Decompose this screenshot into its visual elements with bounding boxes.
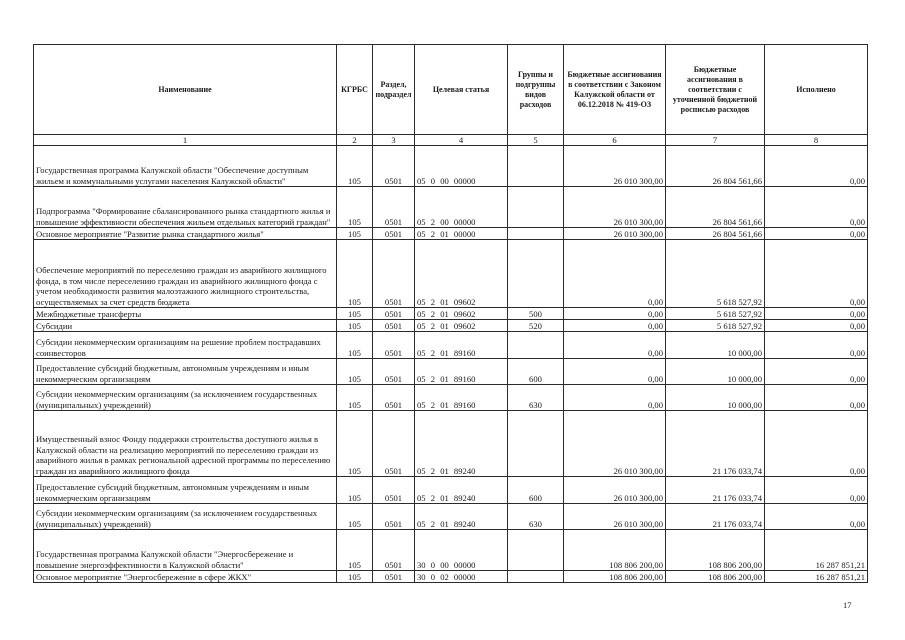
row-vr	[508, 411, 564, 477]
column-number: 3	[373, 135, 415, 146]
row-law: 26 010 300,00	[564, 146, 666, 187]
row-kgrbs: 105	[337, 308, 373, 320]
row-section: 0501	[373, 146, 415, 187]
header-name: Наименование	[34, 45, 337, 135]
row-section: 0501	[373, 187, 415, 228]
header-refined: Бюджетные ассигнования в соответствии с уточненной бюджетной росписью расходов	[666, 45, 765, 135]
row-law: 0,00	[564, 332, 666, 359]
row-law: 26 010 300,00	[564, 477, 666, 504]
row-target: 05 2 00 00000	[415, 187, 508, 228]
row-name: Предоставление субсидий бюджетным, автономным учреждениям и иным некоммерческим организациям	[34, 359, 337, 385]
row-section: 0501	[373, 571, 415, 583]
row-executed: 0,00	[765, 359, 868, 385]
column-number: 7	[666, 135, 765, 146]
table-row	[34, 477, 868, 504]
row-target: 05 2 01 89160	[415, 385, 508, 411]
row-section: 0501	[373, 359, 415, 385]
row-target: 05 2 01 09602	[415, 240, 508, 308]
table-row	[34, 308, 868, 320]
page-number: 17	[843, 600, 852, 610]
row-kgrbs: 105	[337, 504, 373, 530]
row-vr: 600	[508, 477, 564, 504]
row-refined: 26 804 561,66	[666, 228, 765, 240]
column-number-row	[34, 135, 868, 146]
row-vr	[508, 187, 564, 228]
row-name: Государственная программа Калужской области "Обеспечение доступным жильем и коммунальными услугами населения Калужской области"	[34, 146, 337, 187]
row-name: Субсидии некоммерческим организациям (за исключением государственных (муниципальных) учреждений)	[34, 385, 337, 411]
row-kgrbs: 105	[337, 530, 373, 571]
header-target: Целевая статья	[415, 45, 508, 135]
row-vr	[508, 240, 564, 308]
row-name: Межбюджетные трансферты	[34, 308, 337, 320]
row-executed: 16 287 851,21	[765, 530, 868, 571]
row-name: Основное мероприятие "Развитие рынка стандартного жилья"	[34, 228, 337, 240]
row-section: 0501	[373, 504, 415, 530]
row-kgrbs: 105	[337, 477, 373, 504]
table-row	[34, 240, 868, 308]
row-kgrbs: 105	[337, 411, 373, 477]
table-row	[34, 320, 868, 332]
row-kgrbs: 105	[337, 228, 373, 240]
row-section: 0501	[373, 385, 415, 411]
row-vr: 630	[508, 385, 564, 411]
row-target: 05 2 01 89240	[415, 411, 508, 477]
row-vr: 520	[508, 320, 564, 332]
row-refined: 21 176 033,74	[666, 504, 765, 530]
row-name: Государственная программа Калужской области "Энергосбережение и повышение энергоэффективности в Калужской области"	[34, 530, 337, 571]
column-number: 8	[765, 135, 868, 146]
row-executed: 0,00	[765, 332, 868, 359]
row-executed: 0,00	[765, 320, 868, 332]
row-name: Подпрограмма "Формирование сбалансированного рынка стандартного жилья и повышение эффективности обеспечения жильем отдельных категорий граждан"	[34, 187, 337, 228]
row-kgrbs: 105	[337, 146, 373, 187]
row-executed: 0,00	[765, 411, 868, 477]
row-name: Предоставление субсидий бюджетным, автономным учреждениям и иным некоммерческим организациям	[34, 477, 337, 504]
row-target: 05 2 01 89240	[415, 504, 508, 530]
table-row	[34, 530, 868, 571]
row-section: 0501	[373, 308, 415, 320]
row-name: Имущественный взнос Фонду поддержки строительства доступного жилья в Калужской области на реализацию мероприятий по переселению граждан из аварийного жилья в рамках региональной адресной программы по переселению граждан из аварийного жилищного фонда	[34, 411, 337, 477]
row-law: 0,00	[564, 385, 666, 411]
row-target: 30 0 02 00000	[415, 571, 508, 583]
row-executed: 0,00	[765, 477, 868, 504]
row-law: 0,00	[564, 240, 666, 308]
row-refined: 10 000,00	[666, 332, 765, 359]
column-number: 5	[508, 135, 564, 146]
row-name: Основное мероприятие "Энергосбережение в сфере ЖКХ"	[34, 571, 337, 583]
row-law: 26 010 300,00	[564, 411, 666, 477]
row-refined: 21 176 033,74	[666, 477, 765, 504]
row-law: 26 010 300,00	[564, 504, 666, 530]
row-executed: 0,00	[765, 187, 868, 228]
row-law: 108 806 200,00	[564, 571, 666, 583]
column-number: 1	[34, 135, 337, 146]
row-law: 26 010 300,00	[564, 187, 666, 228]
row-vr	[508, 530, 564, 571]
row-kgrbs: 105	[337, 332, 373, 359]
row-target: 05 0 00 00000	[415, 146, 508, 187]
table-row	[34, 228, 868, 240]
row-vr	[508, 571, 564, 583]
row-section: 0501	[373, 530, 415, 571]
row-section: 0501	[373, 477, 415, 504]
row-law: 0,00	[564, 308, 666, 320]
row-law: 0,00	[564, 359, 666, 385]
row-executed: 0,00	[765, 504, 868, 530]
row-target: 05 2 01 09602	[415, 320, 508, 332]
row-kgrbs: 105	[337, 187, 373, 228]
row-refined: 5 618 527,92	[666, 308, 765, 320]
header-executed: Исполнено	[765, 45, 868, 135]
budget-table	[33, 44, 868, 583]
row-executed: 0,00	[765, 385, 868, 411]
column-number: 4	[415, 135, 508, 146]
table-row	[34, 146, 868, 187]
row-kgrbs: 105	[337, 240, 373, 308]
row-kgrbs: 105	[337, 320, 373, 332]
table-row	[34, 411, 868, 477]
row-section: 0501	[373, 411, 415, 477]
row-target: 30 0 00 00000	[415, 530, 508, 571]
column-number: 6	[564, 135, 666, 146]
row-target: 05 2 01 89160	[415, 359, 508, 385]
row-section: 0501	[373, 228, 415, 240]
row-vr	[508, 332, 564, 359]
table-row	[34, 504, 868, 530]
row-executed: 16 287 851,21	[765, 571, 868, 583]
header-kgrbs: КГРБС	[337, 45, 373, 135]
row-target: 05 2 01 09602	[415, 308, 508, 320]
header-law: Бюджетные ассигнования в соответствии с Законом Калужской области от 06.12.2018 № 419-ОЗ	[564, 45, 666, 135]
row-name: Обеспечение мероприятий по переселению граждан из аварийного жилищного фонда, в том числе переселению граждан из аварийного жилищного фонда с учетом необходимости развития малоэтажного жилищного строительства, осуществляемых за счет средств бюджета	[34, 240, 337, 308]
row-refined: 10 000,00	[666, 385, 765, 411]
header-section: Раздел, подраздел	[373, 45, 415, 135]
row-law: 108 806 200,00	[564, 530, 666, 571]
table-row	[34, 332, 868, 359]
row-kgrbs: 105	[337, 571, 373, 583]
row-target: 05 2 01 89160	[415, 332, 508, 359]
row-refined: 26 804 561,66	[666, 146, 765, 187]
row-target: 05 2 01 00000	[415, 228, 508, 240]
row-executed: 0,00	[765, 146, 868, 187]
row-refined: 5 618 527,92	[666, 320, 765, 332]
row-section: 0501	[373, 320, 415, 332]
table-row	[34, 385, 868, 411]
row-vr	[508, 146, 564, 187]
row-kgrbs: 105	[337, 385, 373, 411]
row-law: 0,00	[564, 320, 666, 332]
row-target: 05 2 01 89240	[415, 477, 508, 504]
table-row	[34, 571, 868, 583]
row-refined: 21 176 033,74	[666, 411, 765, 477]
row-refined: 5 618 527,92	[666, 240, 765, 308]
row-executed: 0,00	[765, 308, 868, 320]
row-name: Субсидии некоммерческим организациям на решение проблем пострадавших соинвесторов	[34, 332, 337, 359]
row-vr: 630	[508, 504, 564, 530]
row-vr	[508, 228, 564, 240]
row-executed: 0,00	[765, 240, 868, 308]
row-kgrbs: 105	[337, 359, 373, 385]
row-law: 26 010 300,00	[564, 228, 666, 240]
row-name: Субсидии	[34, 320, 337, 332]
row-refined: 10 000,00	[666, 359, 765, 385]
header-groups: Группы и подгруппы видов расходов	[508, 45, 564, 135]
table-row	[34, 187, 868, 228]
row-vr: 600	[508, 359, 564, 385]
column-number: 2	[337, 135, 373, 146]
table-header-row	[34, 45, 868, 135]
row-section: 0501	[373, 240, 415, 308]
row-vr: 500	[508, 308, 564, 320]
row-executed: 0,00	[765, 228, 868, 240]
row-name: Субсидии некоммерческим организациям (за исключением государственных (муниципальных) учреждений)	[34, 504, 337, 530]
row-refined: 108 806 200,00	[666, 530, 765, 571]
row-refined: 26 804 561,66	[666, 187, 765, 228]
row-section: 0501	[373, 332, 415, 359]
table-row	[34, 359, 868, 385]
row-refined: 108 806 200,00	[666, 571, 765, 583]
